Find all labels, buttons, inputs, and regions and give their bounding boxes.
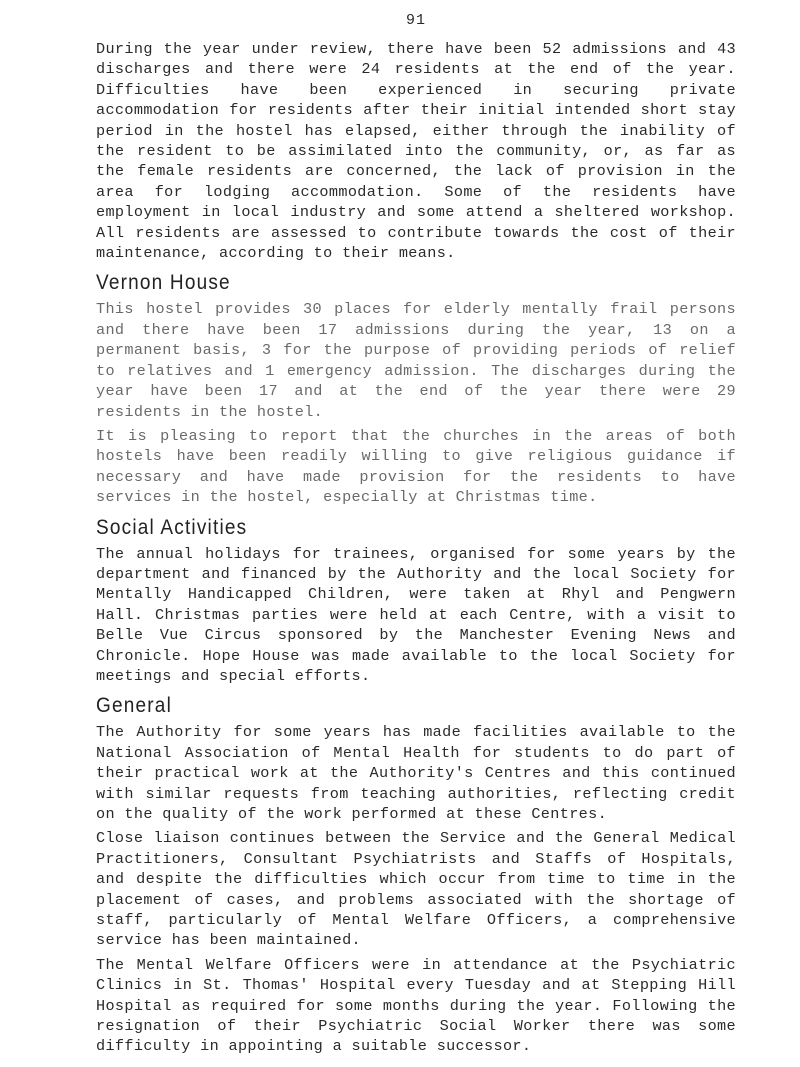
section-paragraph: The Authority for some years has made facilities available to the National Association of Mental Health for students to do part of their practical work at the Authority's Centres and this continued with similar requests from teaching authorities, reflecting credit on the quality of the work performed at these Centres. [96,723,736,823]
section-heading: General [96,694,172,718]
section-general [96,694,736,1057]
section-social-activities [96,516,736,687]
intro-paragraph: During the year under review, there have been 52 admissions and 43 discharges and there were 24 residents at the end of the year. Difficulties have been experienced in securing private accommodation for residents after their initial intended short stay period in the hostel has elapsed, either through the inability of the resident to be assimilated into the community, or, as far as the female residents are concerned, the lack of provision in the area for lodging accommodation. Some of the residents have employment in local industry and some attend a sheltered workshop. All residents are assessed to contribute towards the cost of their maintenance, according to their means. [96,40,736,263]
section-heading: Vernon House [96,271,231,295]
section-paragraph: It is pleasing to report that the churches in the areas of both hostels have been readily willing to give religious guidance if necessary and have made provision for the residents to have services in the hostel, especially at Christmas time. [96,426,736,507]
section-vernon-house [96,271,736,507]
section-paragraph: The annual holidays for trainees, organised for some years by the department and financed by the Authority and the local Society for Mentally Handicapped Children, were taken at Rhyl and Pengwern Hall. Christmas parties were held at each Centre, with a visit to Belle Vue Circus sponsored by the Manchester Evening News and Chronicle. Hope House was made available to the local Society for meetings and special efforts. [96,544,736,685]
document-page [96,12,736,1061]
section-paragraph: The Mental Welfare Officers were in attendance at the Psychiatric Clinics in St. Thomas' Hospital every Tuesday and at Stepping Hill Hospital as required for some months during the year. Following the resignation of their Psychiatric Social Worker there was some difficulty in appointing a suitable successor. [96,955,736,1056]
section-heading: Social Activities [96,515,248,540]
section-paragraph: This hostel provides 30 places for elderly mentally frail persons and there have been 17 admissions during the year, 13 on a permanent basis, 3 for the purpose of providing periods of relief to relatives and 1 emergency admission. The discharges during the year have been 17 and at the end of the year there were 29 residents in the hostel. [96,300,736,421]
page-number: 91 [405,12,426,29]
section-paragraph: Close liaison continues between the Service and the General Medical Practitioners, Consultant Psychiatrists and Staffs of Hospitals, and despite the difficulties which occur from time to time in the placement of cases, and problems associated with the shortage of staff, particularly of Mental Welfare Officers, a comprehensive service has been maintained. [96,829,736,950]
